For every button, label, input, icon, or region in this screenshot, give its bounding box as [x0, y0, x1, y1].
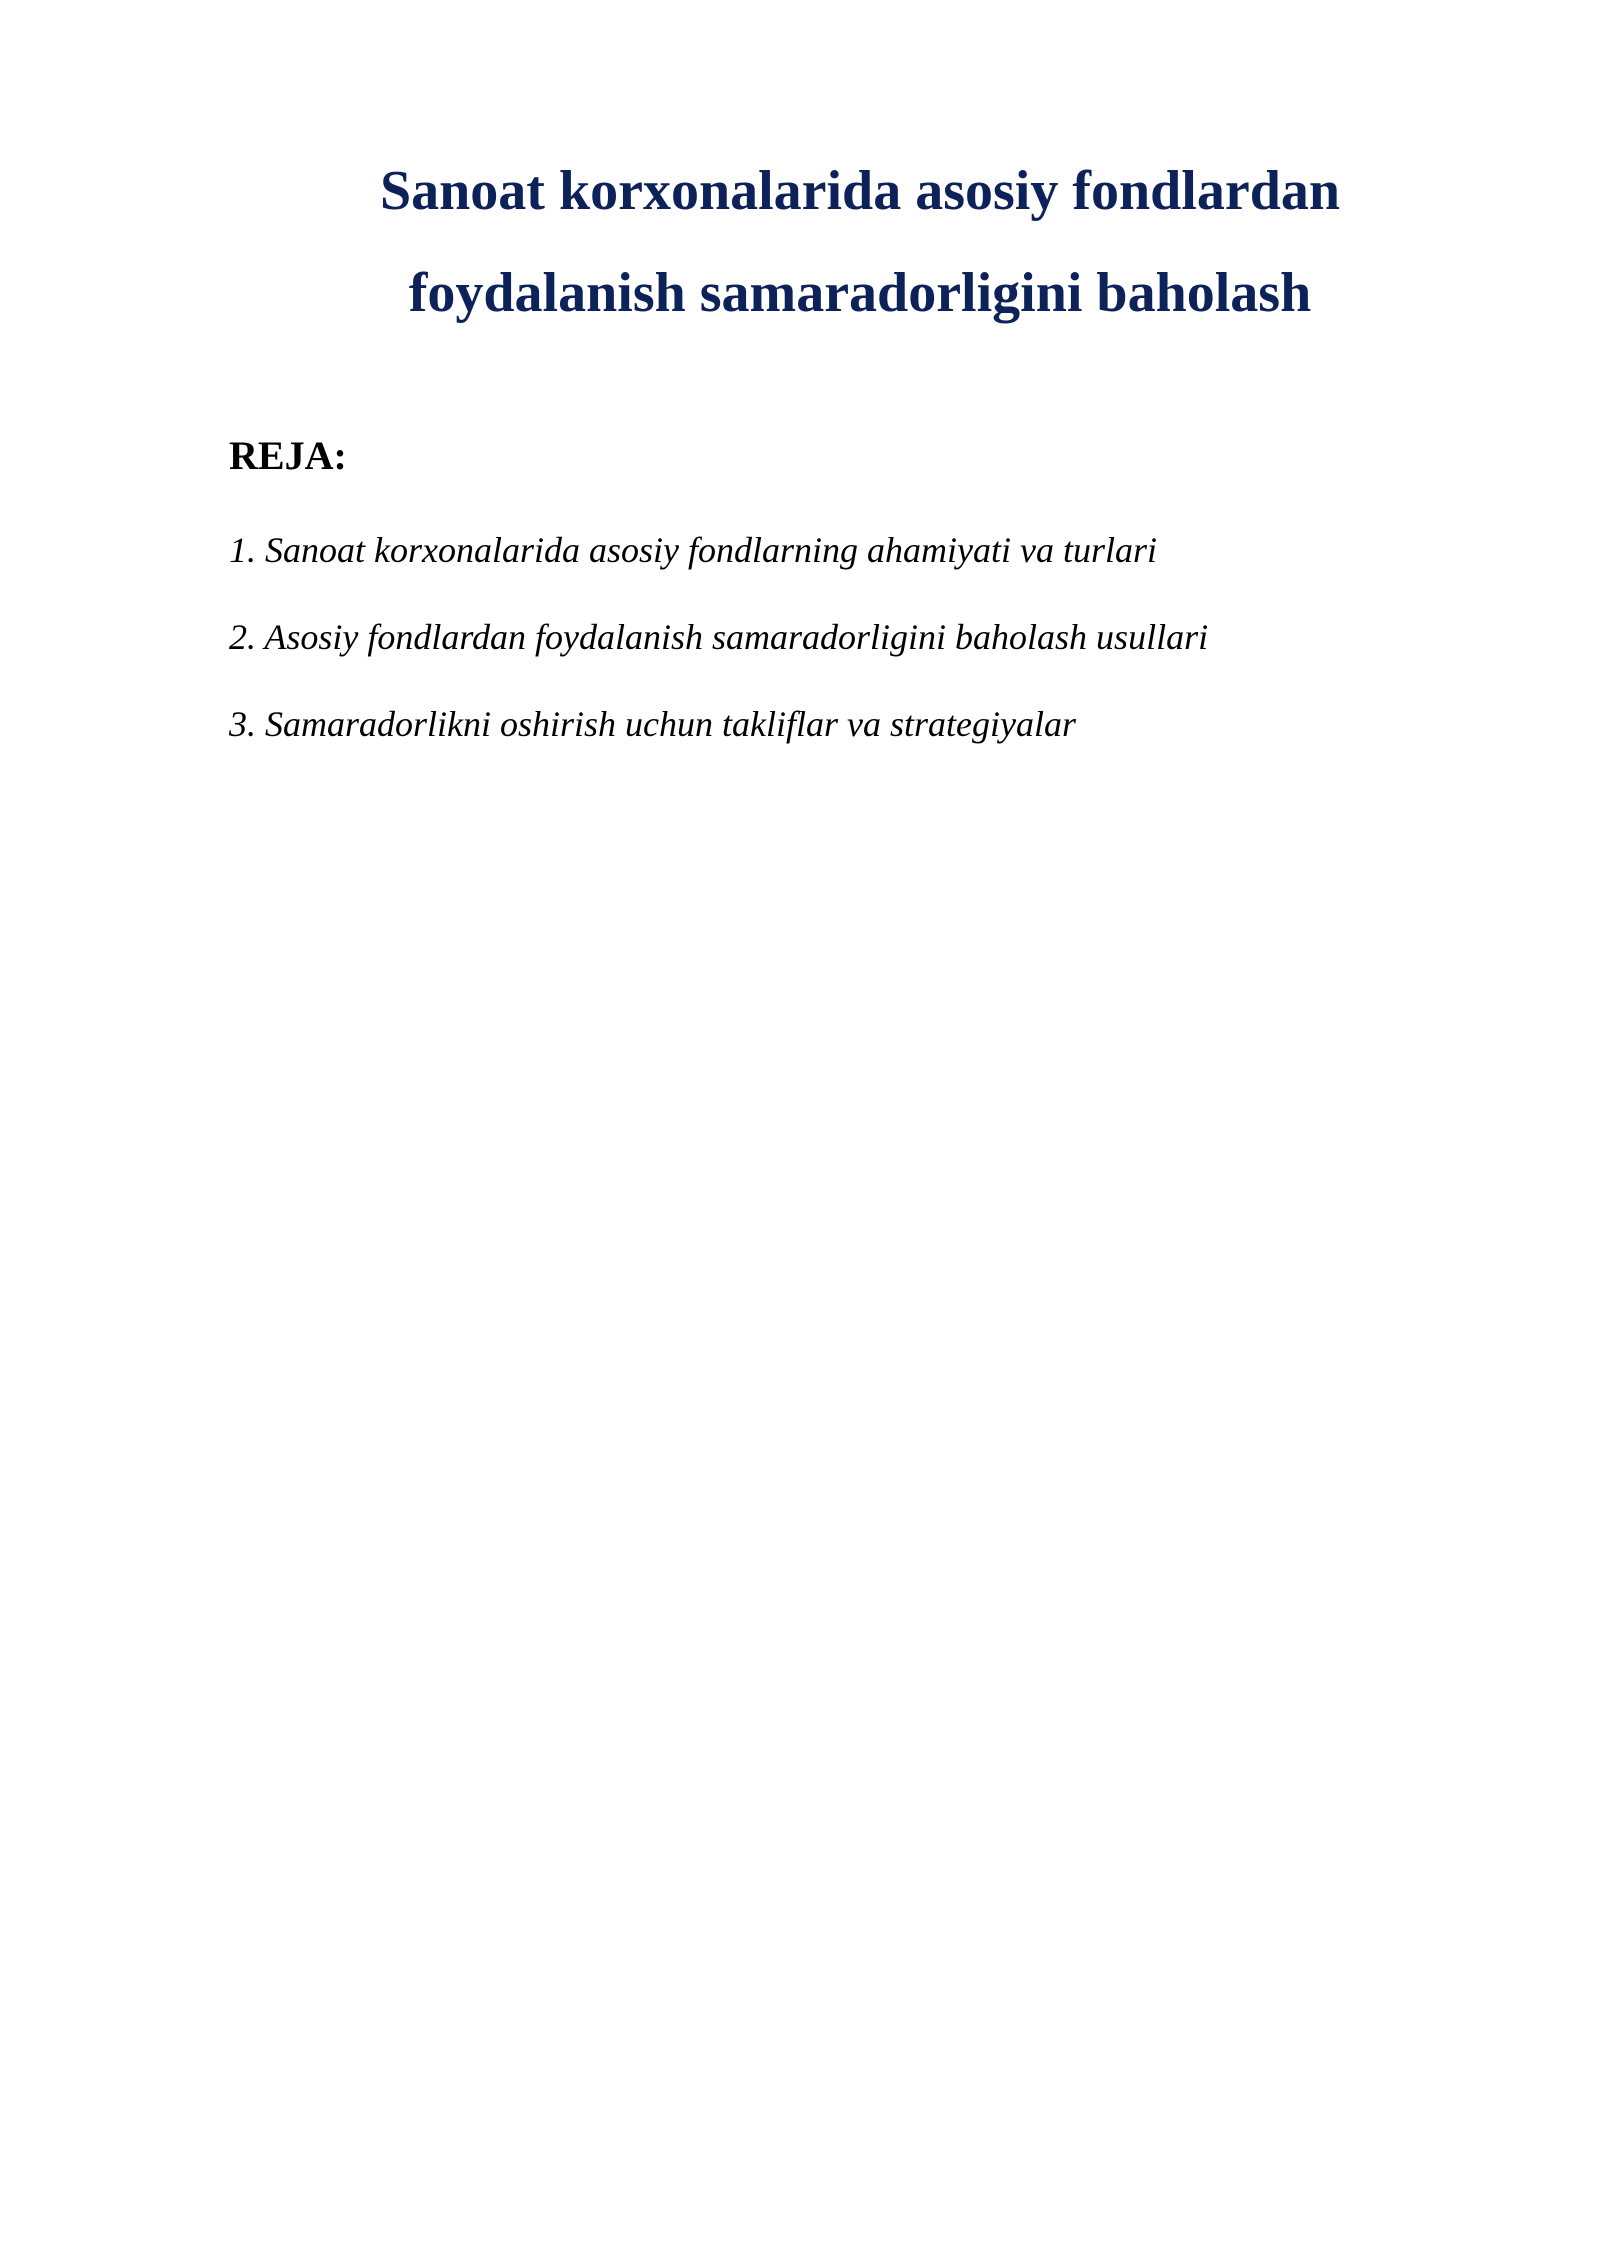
plan-heading: REJA:: [229, 433, 347, 478]
title-line-1: Sanoat korxonalarida asosiy fondlardan: [380, 160, 1340, 222]
plan-list: [229, 521, 1208, 782]
title-line-2: foydalanish samaradorligini baholash: [408, 262, 1312, 324]
plan-item-2: 2. Asosiy fondlardan foydalanish samaradorligini baholash usullari: [229, 617, 1209, 657]
plan-item-3: 3. Samaradorlikni oshirish uchun takliflar va strategiyalar: [229, 704, 1076, 744]
plan-item-1: 1. Sanoat korxonalarida asosiy fondlarning ahamiyati va turlari: [229, 530, 1157, 570]
document-title: [230, 140, 1490, 344]
